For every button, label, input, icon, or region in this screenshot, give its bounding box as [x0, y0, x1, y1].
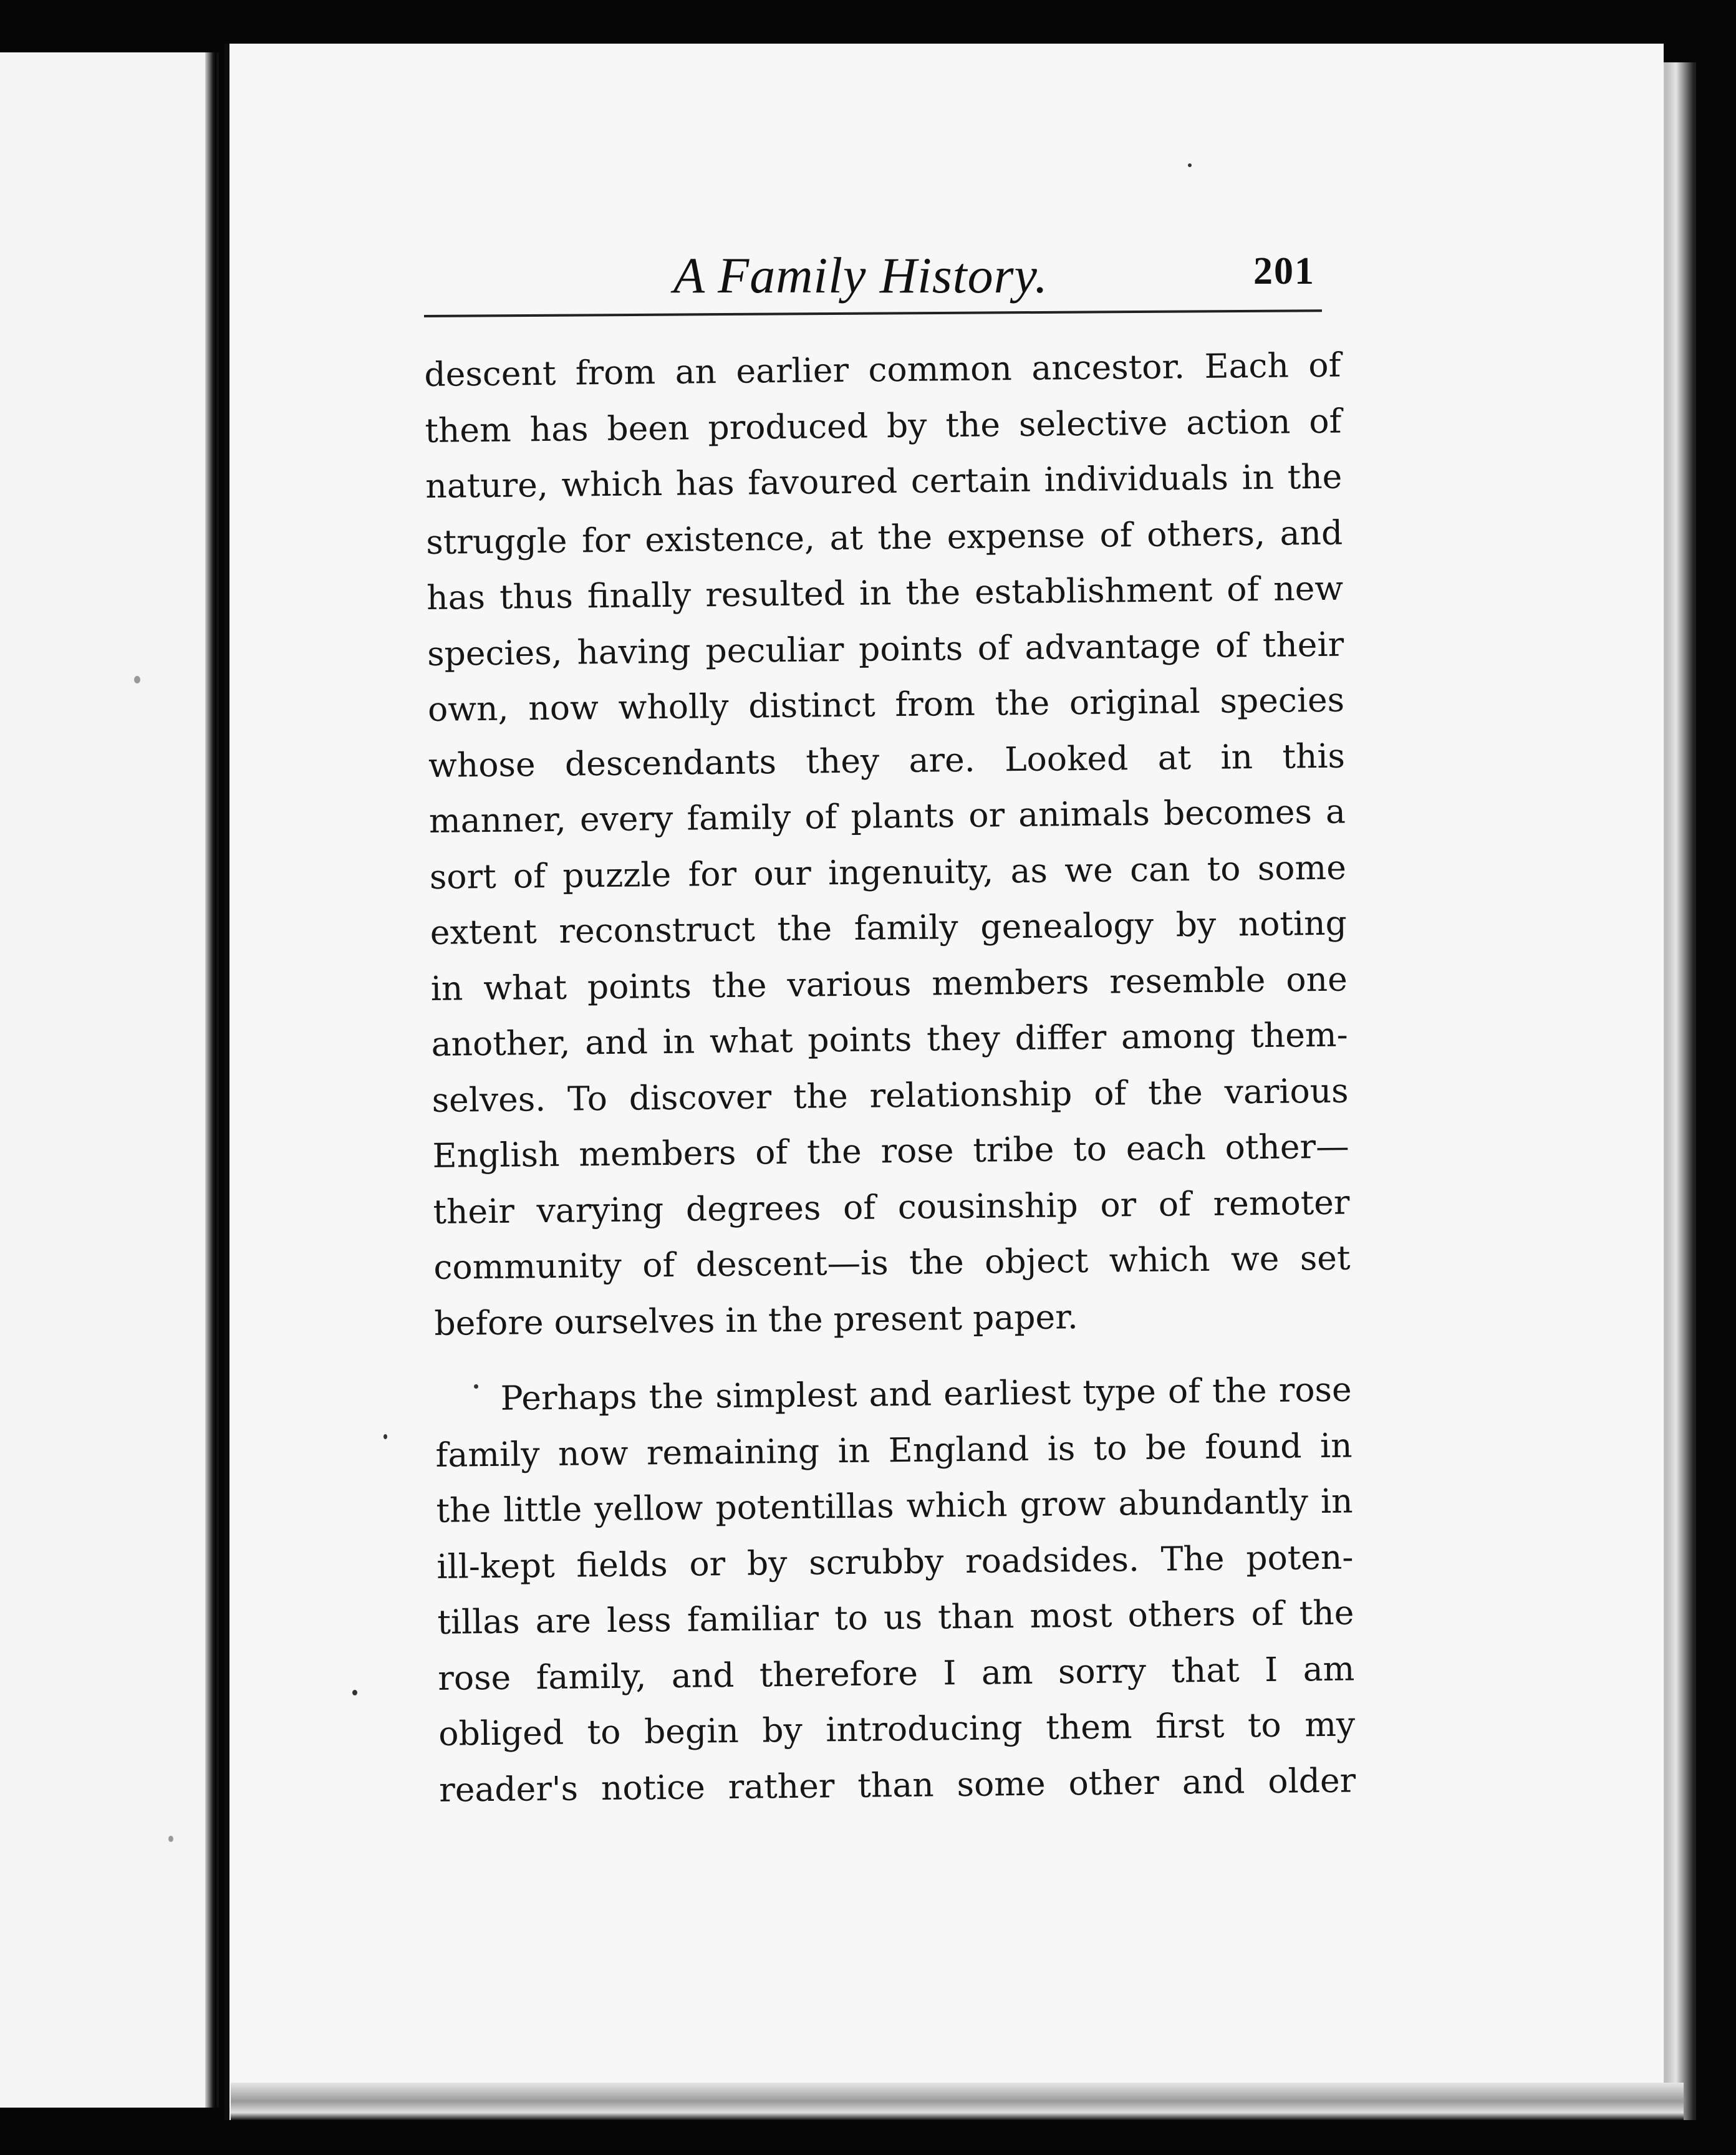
text-line: their varying degrees of cousinship or of remoter: [433, 1182, 1350, 1232]
text-line: own, now wholly distinct from the original species: [427, 680, 1345, 729]
text-line: nature, which has favoured certain individuals in the: [425, 456, 1343, 506]
text-line: descent from an earlier common ancestor. Each of: [424, 345, 1341, 394]
text-line: obliged to begin by introducing them first to my: [438, 1704, 1356, 1753]
text-line: family now remaining in England is to be found in: [435, 1425, 1353, 1475]
text-line: manner, every family of plants or animals becomes a: [428, 791, 1346, 841]
paragraph-1: [424, 337, 1351, 1351]
text-line: extent reconstruct the family genealogy by noting: [430, 903, 1348, 952]
facing-page: [0, 52, 219, 2108]
ink-speck: [1188, 163, 1192, 167]
text-line: before ourselves in the present paper.: [434, 1296, 1079, 1343]
body-text: [424, 337, 1356, 1818]
ink-speck: [168, 1836, 173, 1842]
ink-speck: [134, 676, 140, 683]
ink-speck: [474, 1384, 478, 1389]
text-line: struggle for existence, at the expense of others, and: [425, 513, 1343, 562]
text-line: in what points the various members resemble one: [430, 959, 1348, 1008]
text-line: tillas are less familiar to us than most others of the: [437, 1593, 1354, 1642]
text-line: sort of puzzle for our ingenuity, as we can to some: [429, 847, 1347, 897]
gutter-shadow: [205, 52, 216, 2108]
ink-speck: [352, 1690, 357, 1695]
text-line: reader's notice rather than some other and older: [438, 1760, 1356, 1810]
text-line: species, having peculiar points of advantage of their: [427, 624, 1344, 673]
page-stack-edge-bottom: [231, 2083, 1684, 2120]
text-line: has thus finally resulted in the establishment of new: [426, 568, 1344, 617]
running-title: A Family History.: [673, 247, 1048, 304]
page-number: 201: [1253, 250, 1315, 292]
text-line: selves. To discover the relationship of the various: [432, 1071, 1349, 1120]
text-line: another, and in what points they differ among them-: [431, 1015, 1348, 1064]
text-line: English members of the rose tribe to each other—: [432, 1126, 1349, 1175]
text-line: whose descendants they are. Looked at in this: [428, 736, 1346, 785]
text-line: the little yellow potentillas which grow abundantly in: [436, 1481, 1353, 1530]
text-line: ill-kept fields or by scrubby roadsides. The poten-: [436, 1537, 1354, 1586]
text-line: Perhaps the simplest and earliest type of the rose: [500, 1369, 1352, 1418]
text-line: them has been produced by the selective action of: [425, 401, 1342, 450]
text-line: rose family, and therefore I am sorry that I am: [438, 1648, 1355, 1698]
ink-speck: [383, 1434, 387, 1439]
text-line: community of descent—is the object which we set: [433, 1238, 1351, 1287]
paragraph-2: [435, 1362, 1356, 1818]
